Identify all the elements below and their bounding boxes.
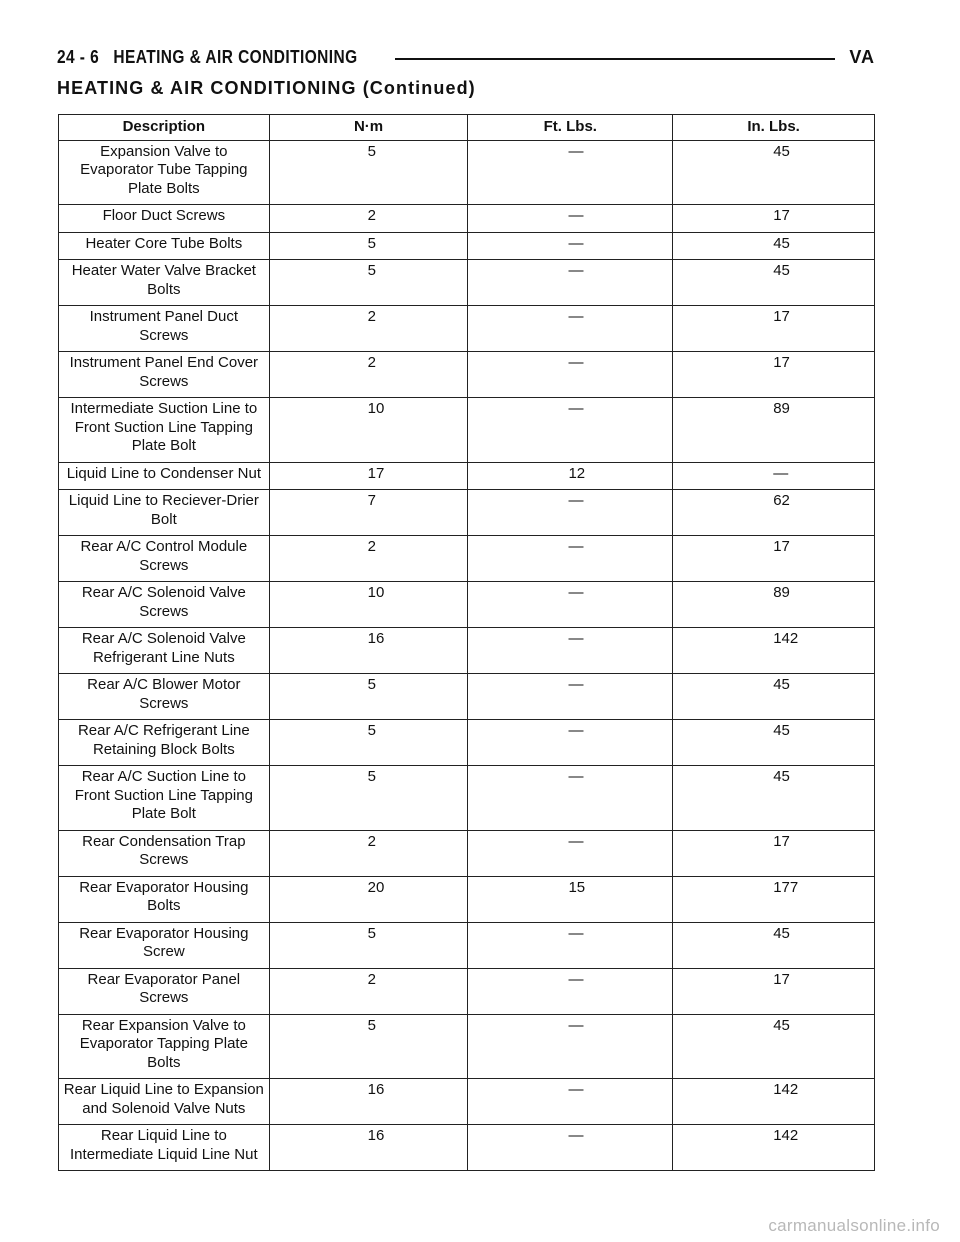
table-row	[59, 260, 875, 306]
cell-ft-lbs: —	[468, 830, 673, 876]
cell-nm: 2	[269, 352, 468, 398]
cell-in-lbs: 45	[673, 232, 875, 260]
cell-in-lbs: —	[673, 462, 875, 490]
cell-description: Intermediate Suction Line to Front Suction Line Tapping Plate Bolt	[59, 398, 270, 463]
cell-in-lbs: 142	[673, 1125, 875, 1171]
cell-in-lbs: 17	[673, 205, 875, 233]
cell-in-lbs: 142	[673, 1079, 875, 1125]
table-row	[59, 232, 875, 260]
cell-description: Rear Evaporator Panel Screws	[59, 968, 270, 1014]
cell-in-lbs: 45	[673, 140, 875, 205]
cell-in-lbs: 45	[673, 1014, 875, 1079]
page-number: 24 - 6	[57, 47, 100, 67]
page-header-left	[57, 47, 358, 68]
table-row	[59, 766, 875, 831]
cell-ft-lbs: —	[468, 1125, 673, 1171]
cell-in-lbs: 142	[673, 628, 875, 674]
cell-in-lbs: 45	[673, 260, 875, 306]
cell-nm: 10	[269, 398, 468, 463]
cell-ft-lbs: —	[468, 398, 673, 463]
table-row	[59, 205, 875, 233]
table-row	[59, 306, 875, 352]
cell-description: Heater Core Tube Bolts	[59, 232, 270, 260]
cell-ft-lbs: 15	[468, 876, 673, 922]
table-row	[59, 352, 875, 398]
table-row	[59, 140, 875, 205]
cell-ft-lbs: —	[468, 490, 673, 536]
model-code: VA	[849, 47, 875, 67]
cell-nm: 2	[269, 830, 468, 876]
table-row	[59, 720, 875, 766]
table-row	[59, 490, 875, 536]
cell-nm: 2	[269, 536, 468, 582]
header-rule	[395, 58, 835, 60]
cell-nm: 16	[269, 628, 468, 674]
table-row	[59, 536, 875, 582]
cell-nm: 5	[269, 140, 468, 205]
cell-ft-lbs: —	[468, 260, 673, 306]
cell-nm: 17	[269, 462, 468, 490]
cell-description: Rear A/C Solenoid Valve Screws	[59, 582, 270, 628]
cell-description: Heater Water Valve Bracket Bolts	[59, 260, 270, 306]
cell-ft-lbs: —	[468, 922, 673, 968]
cell-in-lbs: 17	[673, 968, 875, 1014]
cell-nm: 5	[269, 766, 468, 831]
cell-nm: 2	[269, 968, 468, 1014]
cell-ft-lbs: —	[468, 766, 673, 831]
table-row	[59, 582, 875, 628]
cell-in-lbs: 17	[673, 306, 875, 352]
cell-nm: 5	[269, 1014, 468, 1079]
cell-ft-lbs: —	[468, 306, 673, 352]
table-row	[59, 1079, 875, 1125]
cell-ft-lbs: 12	[468, 462, 673, 490]
cell-description: Rear Evaporator Housing Screw	[59, 922, 270, 968]
torque-spec-table	[58, 114, 875, 1171]
cell-ft-lbs: —	[468, 582, 673, 628]
cell-in-lbs: 17	[673, 536, 875, 582]
page-header	[57, 47, 875, 71]
cell-in-lbs: 89	[673, 582, 875, 628]
cell-nm: 5	[269, 232, 468, 260]
cell-description: Rear A/C Solenoid Valve Refrigerant Line Nuts	[59, 628, 270, 674]
cell-in-lbs: 45	[673, 720, 875, 766]
cell-nm: 16	[269, 1079, 468, 1125]
table-row	[59, 1014, 875, 1079]
cell-ft-lbs: —	[468, 720, 673, 766]
table-row	[59, 674, 875, 720]
cell-description: Rear A/C Suction Line to Front Suction Line Tapping Plate Bolt	[59, 766, 270, 831]
cell-description: Rear Condensation Trap Screws	[59, 830, 270, 876]
table-row	[59, 876, 875, 922]
page-subtitle: HEATING & AIR CONDITIONING (Continued)	[57, 78, 476, 98]
table-row	[59, 628, 875, 674]
cell-in-lbs: 62	[673, 490, 875, 536]
column-header-ft-lbs: Ft. Lbs.	[468, 115, 673, 141]
cell-ft-lbs: —	[468, 232, 673, 260]
cell-description: Rear Expansion Valve to Evaporator Tapping Plate Bolts	[59, 1014, 270, 1079]
cell-ft-lbs: —	[468, 628, 673, 674]
cell-nm: 10	[269, 582, 468, 628]
cell-ft-lbs: —	[468, 968, 673, 1014]
cell-ft-lbs: —	[468, 140, 673, 205]
cell-in-lbs: 45	[673, 674, 875, 720]
cell-nm: 7	[269, 490, 468, 536]
cell-description: Rear A/C Blower Motor Screws	[59, 674, 270, 720]
cell-description: Rear Evaporator Housing Bolts	[59, 876, 270, 922]
cell-in-lbs: 177	[673, 876, 875, 922]
cell-nm: 5	[269, 260, 468, 306]
table-row	[59, 1125, 875, 1171]
cell-description: Expansion Valve to Evaporator Tube Tapping Plate Bolts	[59, 140, 270, 205]
cell-description: Instrument Panel End Cover Screws	[59, 352, 270, 398]
cell-in-lbs: 17	[673, 830, 875, 876]
cell-description: Rear Liquid Line to Intermediate Liquid Line Nut	[59, 1125, 270, 1171]
watermark: carmanualsonline.info	[768, 1216, 940, 1235]
table-header-row	[59, 115, 875, 141]
table-row	[59, 922, 875, 968]
cell-description: Rear A/C Control Module Screws	[59, 536, 270, 582]
cell-nm: 2	[269, 205, 468, 233]
cell-description: Rear A/C Refrigerant Line Retaining Block Bolts	[59, 720, 270, 766]
cell-description: Rear Liquid Line to Expansion and Solenoid Valve Nuts	[59, 1079, 270, 1125]
cell-ft-lbs: —	[468, 674, 673, 720]
column-header-description: Description	[59, 115, 270, 141]
cell-nm: 20	[269, 876, 468, 922]
cell-description: Floor Duct Screws	[59, 205, 270, 233]
cell-in-lbs: 45	[673, 766, 875, 831]
cell-description: Instrument Panel Duct Screws	[59, 306, 270, 352]
table-row	[59, 398, 875, 463]
table-row	[59, 462, 875, 490]
cell-nm: 16	[269, 1125, 468, 1171]
cell-nm: 5	[269, 674, 468, 720]
column-header-in-lbs: In. Lbs.	[673, 115, 875, 141]
cell-in-lbs: 89	[673, 398, 875, 463]
section-title: HEATING & AIR CONDITIONING	[113, 47, 358, 67]
cell-ft-lbs: —	[468, 205, 673, 233]
cell-nm: 2	[269, 306, 468, 352]
table-row	[59, 968, 875, 1014]
cell-description: Liquid Line to Reciever-Drier Bolt	[59, 490, 270, 536]
cell-ft-lbs: —	[468, 1079, 673, 1125]
column-header-nm: N·m	[269, 115, 468, 141]
cell-ft-lbs: —	[468, 352, 673, 398]
cell-ft-lbs: —	[468, 1014, 673, 1079]
cell-description: Liquid Line to Condenser Nut	[59, 462, 270, 490]
cell-nm: 5	[269, 720, 468, 766]
cell-ft-lbs: —	[468, 536, 673, 582]
cell-in-lbs: 17	[673, 352, 875, 398]
cell-in-lbs: 45	[673, 922, 875, 968]
table-row	[59, 830, 875, 876]
cell-nm: 5	[269, 922, 468, 968]
